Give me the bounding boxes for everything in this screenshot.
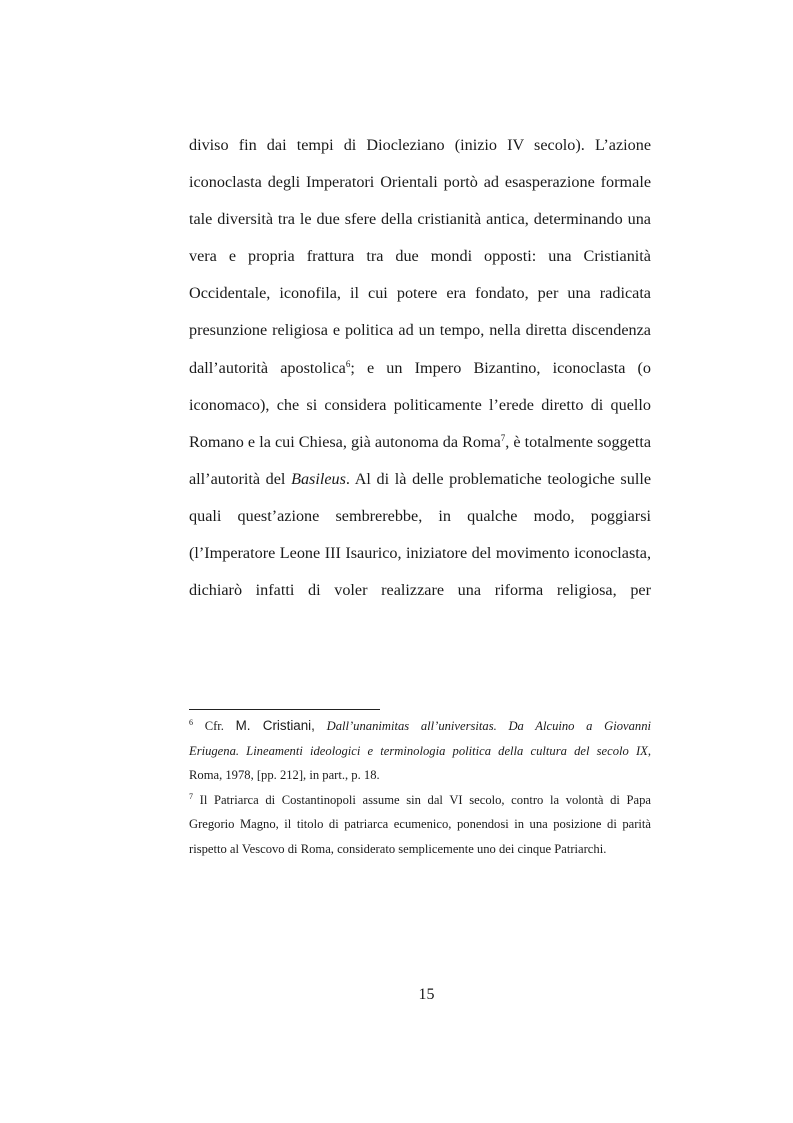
body-line-9: [189, 424, 651, 461]
footnote-6-line-3: Roma, 1978, [pp. 212], in part., p. 18.: [189, 768, 380, 782]
footnote-ref-6[interactable]: 6: [345, 358, 351, 369]
footnote-6-author: M. Cristiani,: [235, 718, 315, 733]
body-line-9-b: , è totalmente soggetta: [505, 432, 652, 451]
body-line-6: presunzione religiosa e politica ad un tempo, nella diretta discendenza: [189, 321, 651, 340]
footnotes: [189, 714, 651, 861]
footnote-7-line-3: rispetto al Vescovo di Roma, considerato semplicemente uno dei cinque Patriarchi.: [189, 841, 607, 856]
footnote-7-text-1: Il Patriarca di Costantinopoli assume sin dal VI secolo, contro la volontà di Papa: [199, 792, 651, 807]
body-line-10-italic: Basileus: [291, 469, 346, 488]
footnote-6-title-b: Eriugena. Lineamenti ideologici e terminologia politica della cultura del secolo IX: [189, 743, 648, 758]
body-line-8: iconomaco), che si considera politicamente l’erede diretto di quello: [189, 395, 651, 414]
body-line-7: [189, 350, 651, 387]
body-line-12: (l’Imperatore Leone III Isaurico, iniziatore del movimento iconoclasta,: [189, 544, 651, 563]
footnote-6-number: 6: [189, 718, 193, 727]
body-line-4: vera e propria frattura tra due mondi opposti: una Cristianità: [189, 247, 651, 266]
body-line-10-a: all’autorità del: [189, 469, 292, 488]
body-line-11: quali quest’azione sembrerebbe, in qualche modo, poggiarsi: [189, 506, 651, 525]
body-line-13: dichiarò infatti di voler realizzare una riforma religiosa, per: [189, 581, 651, 600]
body-line-2: iconoclasta degli Imperatori Orientali portò ad esasperazione formale: [189, 173, 651, 192]
footnote-6-title-b-comma: ,: [647, 743, 651, 758]
footnote-7-line-1: [189, 788, 651, 813]
footnote-6-line-1: [189, 714, 651, 739]
footnote-6-title-a: Dall’unanimitas all’universitas. Da Alcuino a Giovanni: [326, 719, 652, 733]
footnote-ref-7[interactable]: 7: [500, 432, 506, 443]
footnote-7-line-2: Gregorio Magno, il titolo di patriarca ecumenico, ponendosi in una posizione di parità: [189, 817, 651, 831]
footnote-7-number: 7: [189, 791, 193, 801]
body-line-10-b: . Al di là delle problematiche teologiche sulle: [345, 469, 651, 488]
body-line-9-a: Romano e la cui Chiesa, già autonoma da Roma: [189, 432, 501, 451]
body-line-7-a: dall’autorità apostolica: [189, 358, 346, 377]
page-number: 15: [418, 986, 435, 1003]
footnote-6-cfr: Cfr.: [204, 719, 224, 733]
body-line-1: diviso fin dai tempi di Diocleziano (inizio IV secolo). L’azione: [189, 136, 651, 154]
body-line-10: [189, 461, 651, 498]
body-line-3: tale diversità tra le due sfere della cristianità antica, determinando una: [189, 210, 651, 229]
body-line-7-b: ; e un Impero Bizantino, iconoclasta (o: [350, 358, 651, 377]
body-line-5: Occidentale, iconofila, il cui potere era fondato, per una radicata: [189, 284, 651, 303]
footnote-separator: [189, 709, 380, 710]
body-text: [189, 127, 651, 609]
footnote-6-line-2: [189, 739, 651, 764]
